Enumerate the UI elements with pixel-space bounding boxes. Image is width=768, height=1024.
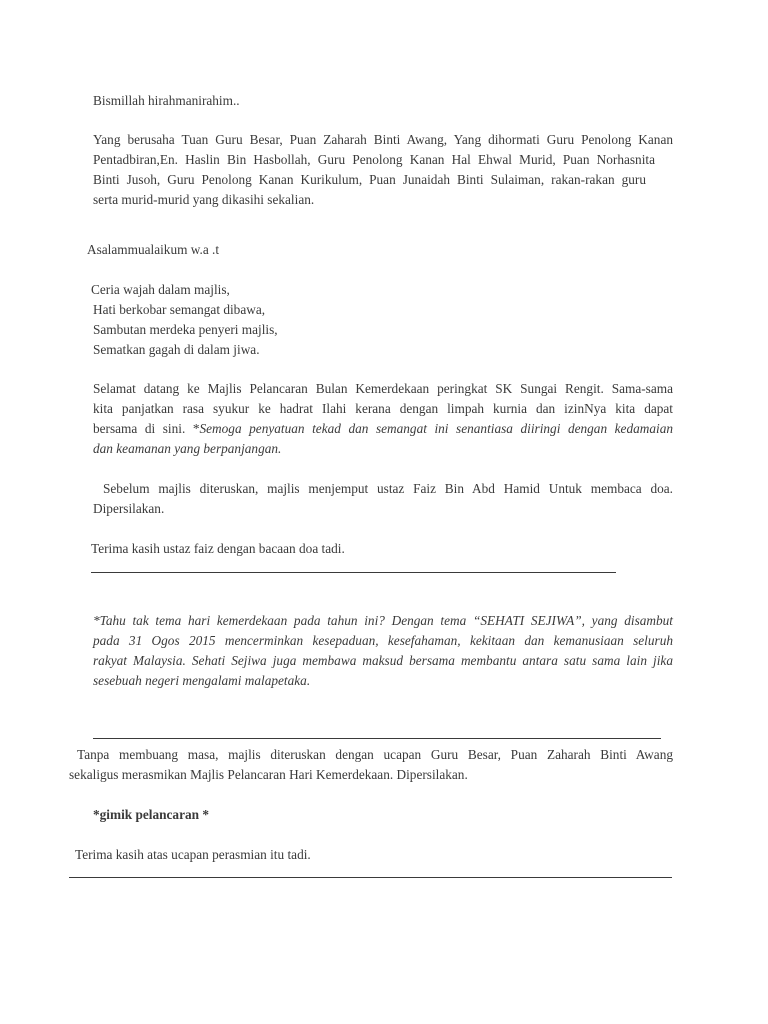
theme-note-paragraph <box>93 611 673 691</box>
pantun-block <box>91 280 391 360</box>
doa-invite-line: Sebelum majlis diteruskan, majlis menjemput ustaz Faiz Bin Abd Hamid Untuk membaca doa. <box>103 481 673 496</box>
greeting-line: Asalammualaikum w.a .t <box>87 242 220 257</box>
doa-invite-paragraph <box>93 479 673 519</box>
theme-note-line: rakyat Malaysia. Sehati Sejiwa juga membawa maksud bersama membantu antara satu sama lain jika <box>93 653 673 668</box>
doa-invite-line: Dipersilakan. <box>93 501 165 516</box>
closing-thanks-line: Terima kasih atas ucapan perasmian itu tadi. <box>75 847 311 862</box>
speech-invite-line: Tanpa membuang masa, majlis diteruskan dengan ucapan Guru Besar, Puan Zaharah Binti Awang <box>77 747 673 762</box>
welcome-line: Selamat datang ke Majlis Pelancaran Bulan Kemerdekaan peringkat SK Sungai Rengit. Sama-sama <box>93 381 673 396</box>
welcome-paragraph <box>93 379 673 459</box>
divider-line <box>93 738 661 739</box>
pantun-line: Sambutan merdeka penyeri majlis, <box>93 322 278 337</box>
pantun-line: Ceria wajah dalam majlis, <box>91 282 230 297</box>
welcome-line: kita panjatkan rasa syukur ke hadrat Ilahi kerana dengan limpah kurnia dan izinNya kita dapat <box>93 401 673 416</box>
salutation-line: Pentadbiran,En. Haslin Bin Hasbollah, Guru Penolong Kanan Hal Ehwal Murid, Puan Norhasnita <box>93 152 655 167</box>
welcome-line-mixed <box>93 419 673 439</box>
speech-invite-paragraph <box>69 745 673 785</box>
salutation-line: Binti Jusoh, Guru Penolong Kanan Kurikulum, Puan Junaidah Binti Sulaiman, rakan-rakan guru <box>93 172 646 187</box>
opening-line: Bismillah hirahmanirahim.. <box>93 93 240 108</box>
pantun-line: Sematkan gagah di dalam jiwa. <box>93 342 260 357</box>
theme-note-line: *Tahu tak tema hari kemerdekaan pada tahun ini? Dengan tema “SEHATI SEJIWA”, yang disambut <box>93 613 673 628</box>
speech-invite-line: sekaligus merasmikan Majlis Pelancaran Hari Kemerdekaan. Dipersilakan. <box>69 767 468 782</box>
gimmick-line: *gimik pelancaran * <box>93 807 209 822</box>
doa-thanks-line: Terima kasih ustaz faiz dengan bacaan doa tadi. <box>91 541 345 556</box>
theme-note-line: pada 31 Ogos 2015 mencerminkan kesepaduan, kesefahaman, kekitaan dan kemanusiaan seluruh <box>93 633 673 648</box>
welcome-text: bersama di sini. * <box>93 421 200 436</box>
divider-line <box>69 877 672 878</box>
salutation-line: serta murid-murid yang dikasihi sekalian. <box>93 192 315 207</box>
welcome-italic-text: Semoga penyatuan tekad dan semangat ini senantiasa diiringi dengan kedamaian <box>199 421 673 436</box>
welcome-italic-line: dan keamanan yang berpanjangan. <box>93 441 282 456</box>
theme-note-line: sesebuah negeri mengalami malapetaka. <box>93 673 311 688</box>
salutation-paragraph <box>93 130 673 210</box>
salutation-line: Yang berusaha Tuan Guru Besar, Puan Zaharah Binti Awang, Yang dihormati Guru Penolong Kanan <box>93 132 673 147</box>
pantun-line: Hati berkobar semangat dibawa, <box>93 302 266 317</box>
divider-line <box>91 572 616 573</box>
